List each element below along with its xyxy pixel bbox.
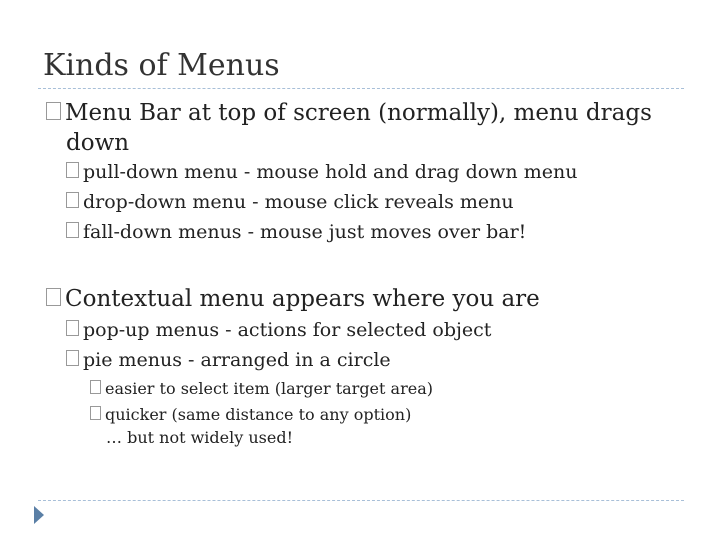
checkbox-square-icon [66, 350, 79, 366]
title-divider [38, 88, 684, 89]
bullet-text: drop-down menu - mouse click reveals menu [83, 191, 514, 213]
bullet-text: Contextual menu appears where you are [65, 286, 540, 312]
bullet-text: pie menus - arranged in a circle [83, 349, 391, 371]
note-not-widely-used: … but not widely used! [106, 428, 294, 447]
footer-divider [38, 500, 684, 501]
bullet-contextual-menu [46, 286, 540, 312]
bullet-text: pull-down menu - mouse hold and drag down menu [83, 161, 578, 183]
bullet-text: Menu Bar at top of screen (normally), menu drags [65, 100, 652, 126]
sub-sub-bullet-quicker [90, 405, 411, 424]
sub-bullet-fall-down [66, 221, 526, 243]
sub-bullet-pull-down [66, 161, 577, 183]
bullet-menu-bar [46, 100, 652, 126]
bullet-menu-bar-continued: down [66, 130, 130, 156]
checkbox-square-icon [66, 192, 79, 208]
sub-bullet-pie-menus [66, 349, 391, 371]
sub-bullet-pop-up [66, 319, 491, 341]
bullet-text: easier to select item (larger target area) [105, 379, 433, 398]
checkbox-square-icon [66, 320, 79, 336]
bullet-text: pop-up menus - actions for selected object [83, 319, 492, 341]
sub-bullet-drop-down [66, 191, 514, 213]
bullet-text: fall-down menus - mouse just moves over bar! [83, 221, 527, 243]
checkbox-square-icon [66, 162, 79, 178]
checkbox-square-icon [66, 222, 79, 238]
checkbox-square-icon [46, 288, 61, 306]
checkbox-square-icon [90, 406, 101, 420]
slide-title: Kinds of Menus [43, 48, 280, 83]
bullet-text: quicker (same distance to any option) [105, 405, 412, 424]
sub-sub-bullet-easier [90, 379, 433, 398]
checkbox-square-icon [46, 102, 61, 120]
checkbox-square-icon [90, 380, 101, 394]
triangle-right-icon[interactable] [34, 506, 44, 524]
